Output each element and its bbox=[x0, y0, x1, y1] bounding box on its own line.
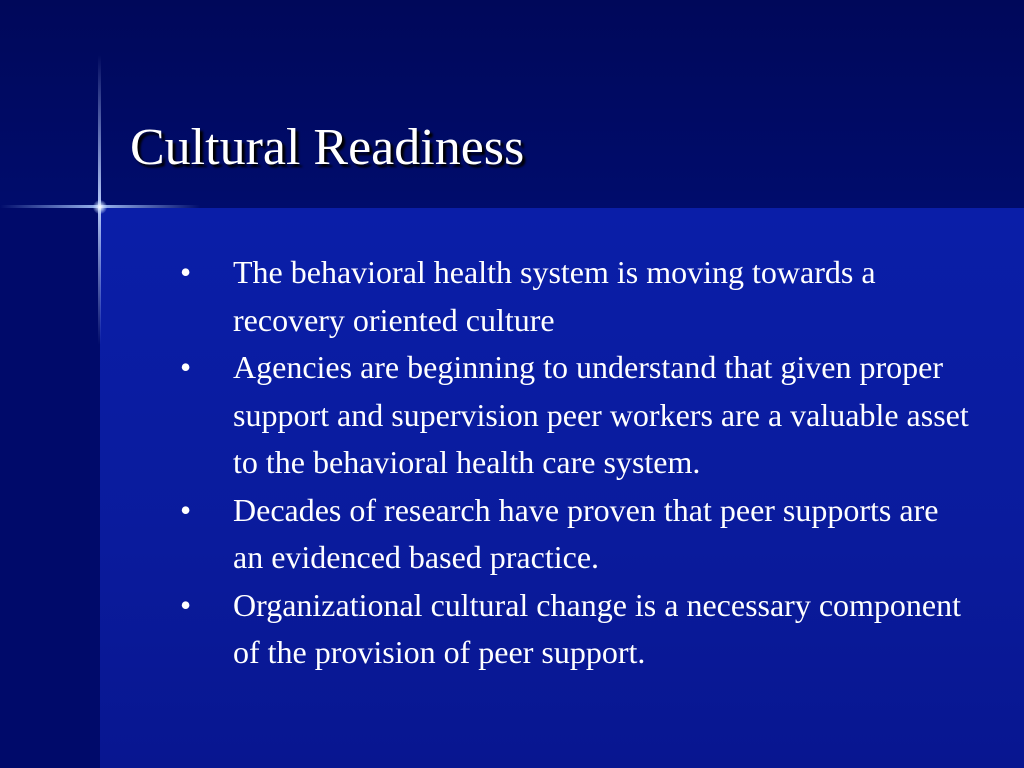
bullet-icon: • bbox=[180, 491, 192, 528]
slide-title: Cultural Readiness bbox=[130, 119, 525, 176]
bullet-list bbox=[180, 249, 970, 677]
bullet-item bbox=[180, 249, 970, 344]
bullet-text: Organizational cultural change is a necessary component of the provision of peer support. bbox=[233, 586, 962, 670]
bullet-item bbox=[180, 344, 970, 487]
bullet-item bbox=[180, 582, 970, 677]
bullet-icon: • bbox=[180, 254, 192, 290]
sparkle-star-icon bbox=[93, 200, 107, 214]
bullet-item bbox=[180, 487, 970, 582]
bullet-icon: • bbox=[180, 586, 192, 623]
bullet-text: Decades of research have proven that peer supports are an evidenced based practice. bbox=[233, 491, 939, 575]
bullet-text: Agencies are beginning to understand that given proper support and supervision peer workers are a valuable asset to the behavioral health care system. bbox=[233, 349, 969, 480]
bullet-icon: • bbox=[180, 349, 192, 385]
bullet-text: The behavioral health system is moving towards a recovery oriented culture bbox=[233, 254, 876, 338]
